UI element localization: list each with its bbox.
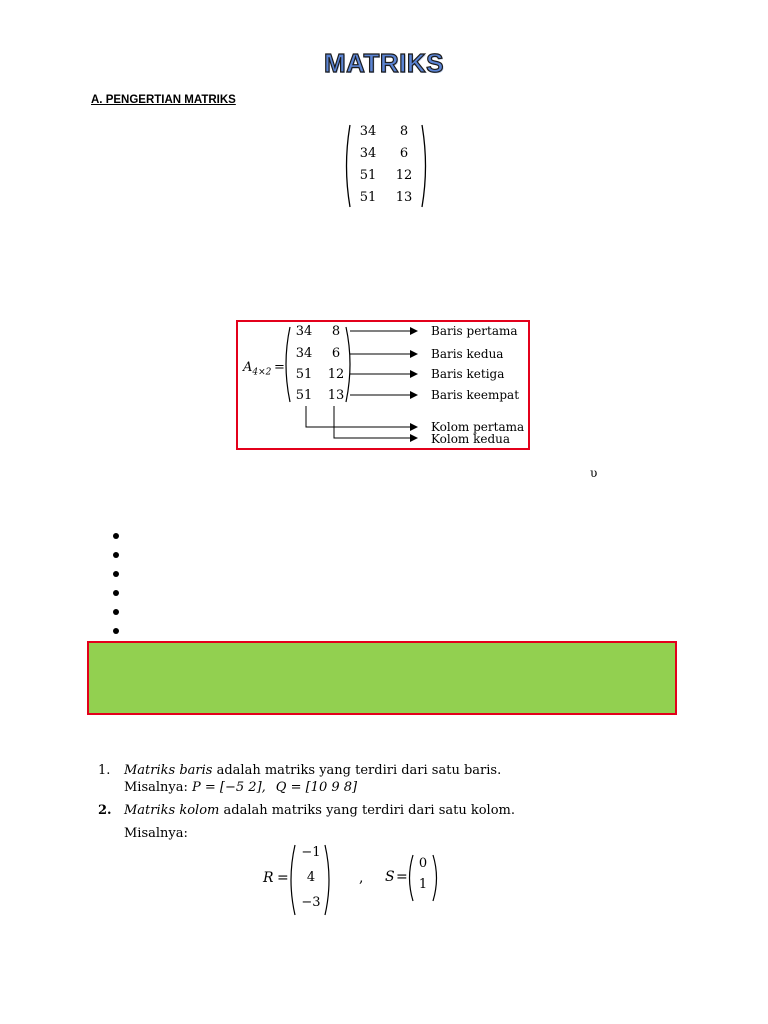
example-p: P = [−5 2],: [192, 780, 266, 795]
matrix-top: [340, 122, 432, 210]
section-heading-a: A. PENGERTIAN MATRIKS: [91, 94, 236, 106]
matrix-top-cell: 8: [399, 124, 409, 139]
definition-text: adalah matriks yang terdiri dari satu baris.: [212, 763, 502, 778]
page-title: MATRIKS: [323, 48, 444, 78]
row-label: Baris ketiga: [431, 367, 505, 381]
matrix-r-cell: −3: [301, 895, 321, 910]
matrix-s-cell: 0: [418, 856, 428, 871]
matrix-s-name: S: [385, 869, 395, 885]
equals-sign: =: [274, 360, 285, 375]
diagram-cell: 51: [295, 367, 313, 382]
bullet-marker: [113, 571, 119, 577]
definition-matriks-baris: [124, 763, 501, 778]
matrix-top-cell: 13: [395, 190, 413, 205]
definition-number: 2.: [98, 803, 112, 818]
stray-glyph: υ: [590, 466, 598, 480]
diagram-cell: 34: [295, 324, 313, 339]
matrix-top-cell: 51: [359, 168, 377, 183]
matrix-top-cell: 34: [359, 124, 377, 139]
definition-term: Matriks kolom: [124, 803, 220, 818]
example-prefix: Misalnya:: [124, 826, 188, 841]
matrix-top-cell: 34: [359, 146, 377, 161]
diagram-cell: 6: [331, 346, 341, 361]
matrix-top-cell: 12: [395, 168, 413, 183]
definition-text: adalah matriks yang terdiri dari satu kolom.: [219, 803, 515, 818]
example-prefix: Misalnya:: [124, 780, 193, 795]
row-label: Baris kedua: [431, 347, 504, 361]
column-label: Kolom kedua: [431, 432, 511, 446]
diagram-cell: 34: [295, 346, 313, 361]
row-label: Baris pertama: [431, 324, 518, 338]
diagram-cell: 12: [327, 367, 345, 382]
bullet-marker: [113, 552, 119, 558]
diagram-cell: 51: [295, 388, 313, 403]
example-q: Q = [10 9 8]: [275, 780, 358, 795]
bullet-marker: [113, 590, 119, 596]
separator-comma: ,: [359, 870, 364, 886]
matrix-top-cell: 6: [399, 146, 409, 161]
bullet-marker: [113, 533, 119, 539]
diagram-cell: 13: [327, 388, 345, 403]
definition-term: Matriks baris: [124, 763, 213, 778]
row-label: Baris keempat: [431, 388, 520, 402]
matrix-r-cell: −1: [301, 845, 321, 860]
bullet-marker: [113, 609, 119, 615]
matrix-name: $A_{4\times 2}$: [243, 360, 272, 378]
matrix-top-cell: 51: [359, 190, 377, 205]
matrix-r-cell: 4: [306, 870, 316, 885]
equals-sign: =: [277, 870, 289, 886]
equals-sign: =: [396, 869, 408, 885]
bullet-marker: [113, 628, 119, 634]
matrix-diagram: [236, 320, 530, 450]
matrix-r-name: R: [263, 870, 274, 886]
example-baris: [124, 780, 357, 795]
example-kolom: [124, 826, 188, 841]
column-label: Kolom pertama: [431, 420, 525, 434]
diagram-cell: 8: [331, 324, 341, 339]
highlight-box: [87, 641, 677, 715]
definition-matriks-kolom: [124, 803, 515, 818]
matrix-s-cell: 1: [418, 877, 428, 892]
definition-number: 1.: [98, 763, 111, 778]
